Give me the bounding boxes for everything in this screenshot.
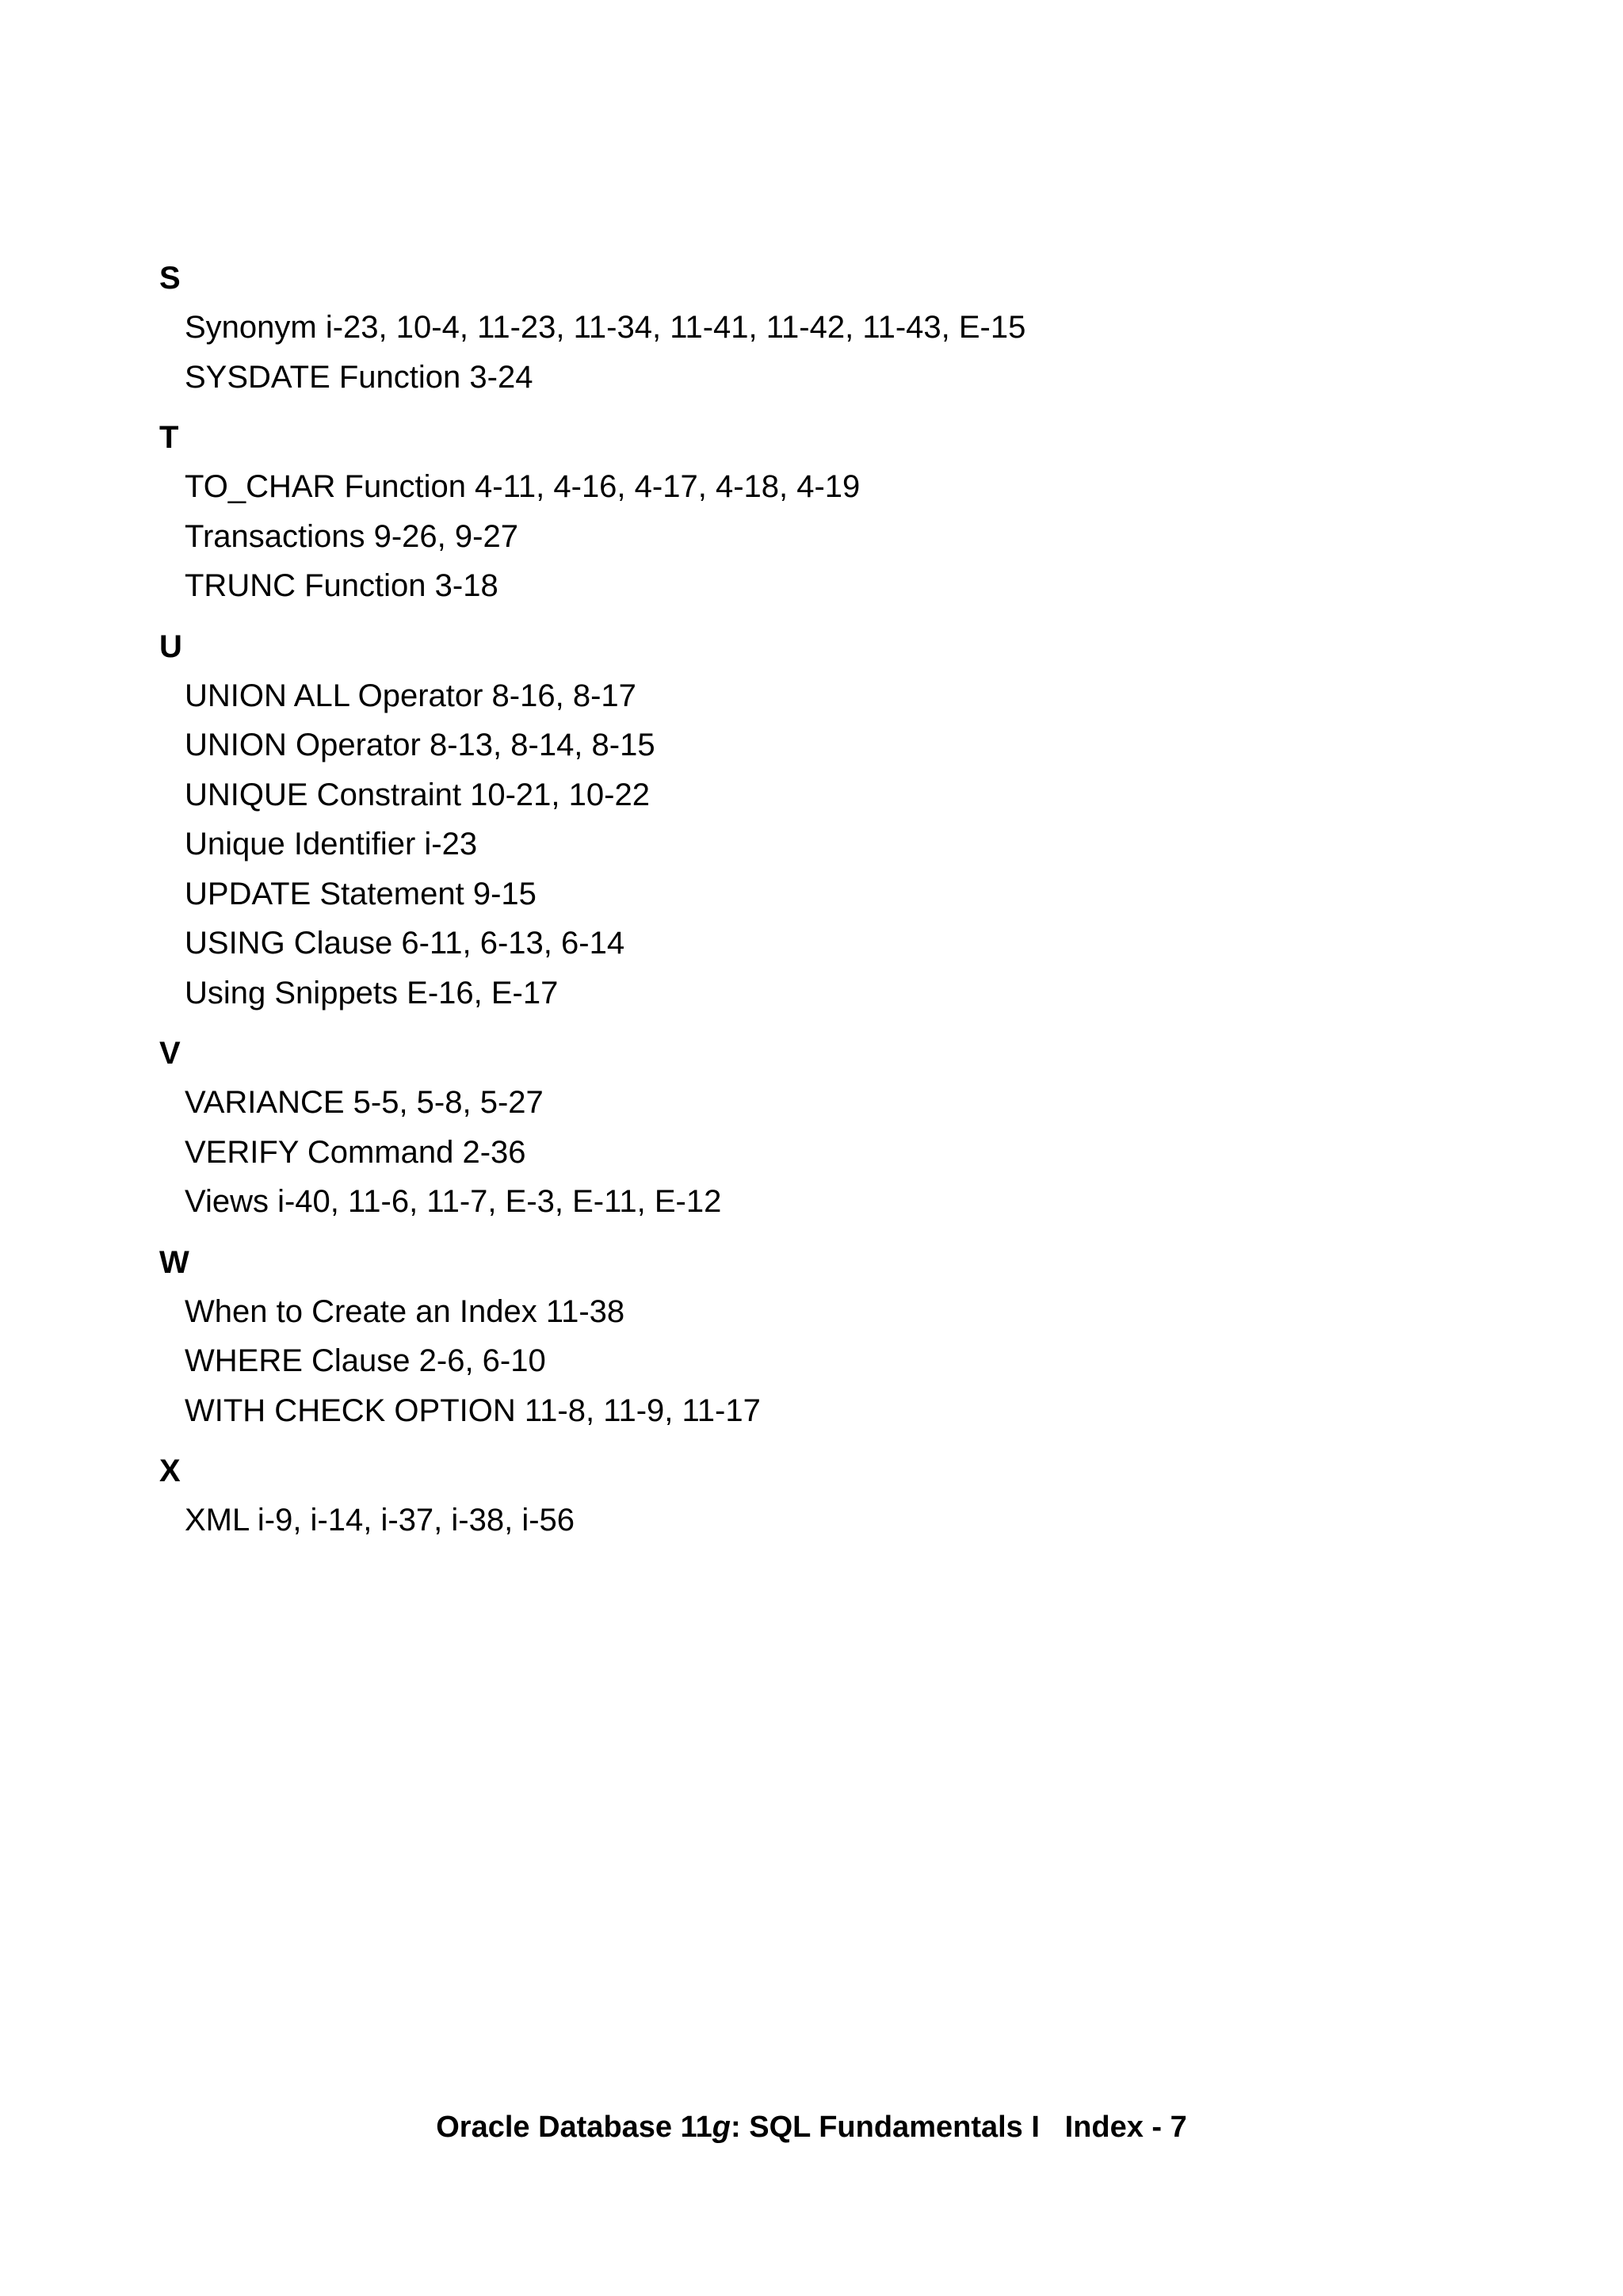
- index-entry: TO_CHAR Function 4-11, 4-16, 4-17, 4-18, 4-19: [185, 469, 861, 504]
- index-entry: WITH CHECK OPTION 11-8, 11-9, 11-17: [185, 1392, 761, 1428]
- index-entry: Transactions 9-26, 9-27: [185, 518, 518, 554]
- index-entry: VARIANCE 5-5, 5-8, 5-27: [185, 1085, 544, 1120]
- index-section-s: [159, 254, 1427, 402]
- index-entry: Synonym i-23, 10-4, 11-23, 11-34, 11-41, 11-42, 11-43, E-15: [185, 310, 1026, 345]
- section-letter: S: [159, 261, 181, 296]
- section-letter: X: [159, 1454, 181, 1488]
- footer-title-italic: g: [712, 2111, 731, 2144]
- index-entry: When to Create an Index 11-38: [185, 1293, 625, 1329]
- index-entry: USING Clause 6-11, 6-13, 6-14: [185, 926, 625, 961]
- index-section-w: [159, 1238, 1427, 1436]
- index-section-x: [159, 1446, 1427, 1545]
- section-letter: V: [159, 1036, 181, 1071]
- index-entry: UNIQUE Constraint 10-21, 10-22: [185, 777, 650, 812]
- index-section-v: [159, 1029, 1427, 1227]
- index-entry: Unique Identifier i-23: [185, 827, 478, 861]
- index-section-u: [159, 622, 1427, 1018]
- index-entry: UNION Operator 8-13, 8-14, 8-15: [185, 728, 655, 762]
- index-entry: VERIFY Command 2-36: [185, 1134, 526, 1170]
- index-entry: Using Snippets E-16, E-17: [185, 975, 559, 1010]
- index-entry: UNION ALL Operator 8-16, 8-17: [185, 678, 636, 713]
- index-body: [159, 254, 1427, 1545]
- index-entry: Views i-40, 11-6, 11-7, E-3, E-11, E-12: [185, 1184, 722, 1219]
- index-entry: TRUNC Function 3-18: [185, 568, 498, 603]
- index-entry: UPDATE Statement 9-15: [185, 876, 537, 911]
- footer-title: [436, 2111, 1040, 2144]
- index-section-t: [159, 413, 1427, 611]
- footer-title-post: : SQL Fundamentals I: [731, 2111, 1040, 2144]
- footer-page-label: Index - 7: [1064, 2111, 1187, 2144]
- section-letter: T: [159, 420, 179, 455]
- footer-title-pre: Oracle Database 11: [436, 2111, 712, 2144]
- index-entry: WHERE Clause 2-6, 6-10: [185, 1343, 546, 1378]
- section-letter: U: [159, 628, 182, 664]
- section-letter: W: [159, 1244, 189, 1280]
- index-entry: SYSDATE Function 3-24: [185, 359, 533, 395]
- index-entry: XML i-9, i-14, i-37, i-38, i-56: [185, 1503, 575, 1538]
- page-footer: [0, 2108, 1623, 2146]
